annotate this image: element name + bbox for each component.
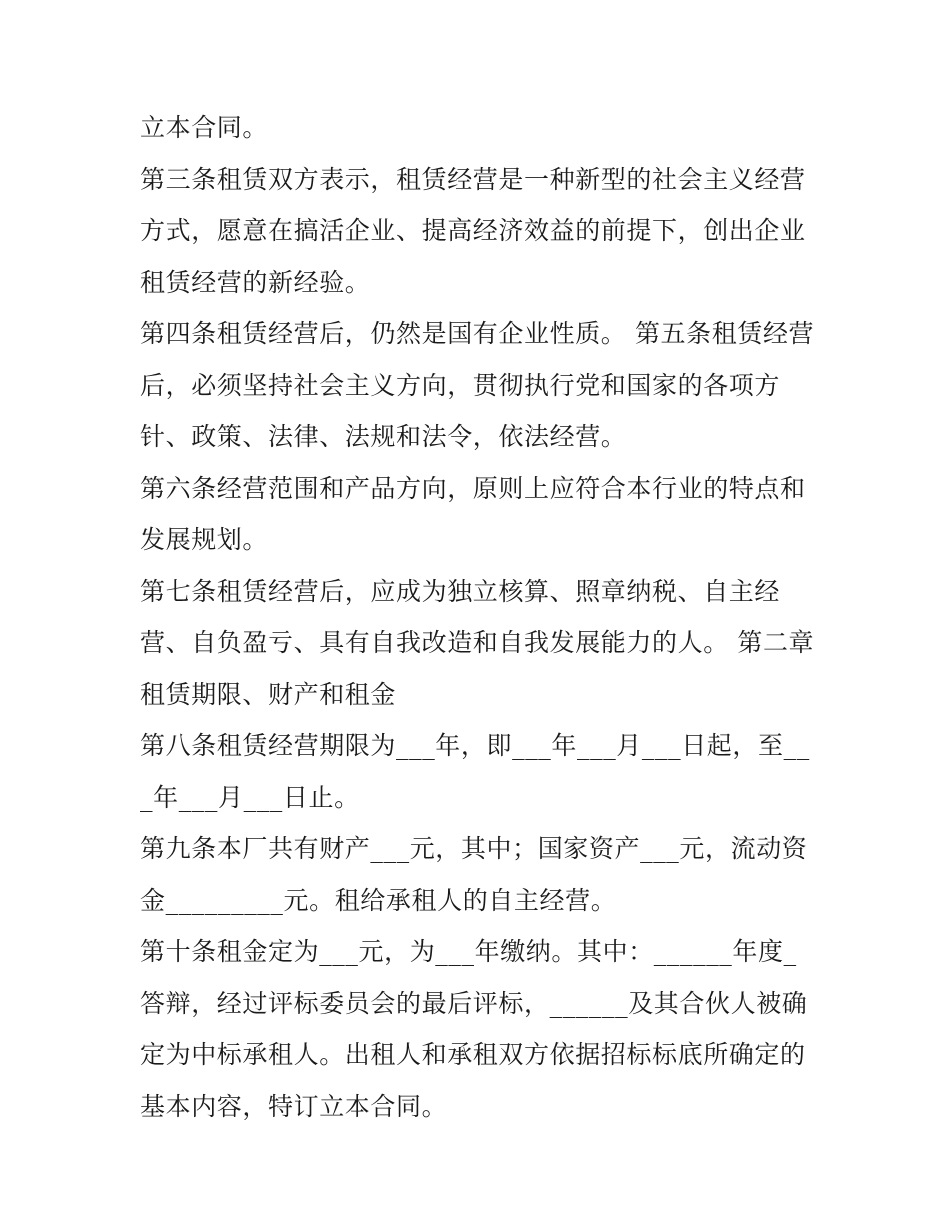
paragraph-article-7: 第七条租赁经营后，应成为独立核算、照章纳税、自主经营、自负盈亏、具有自我改造和自我发展能力的人。 第二章租赁期限、财产和租金 xyxy=(140,576,815,709)
paragraph-article-6: 第六条经营范围和产品方向，原则上应符合本行业的特点和发展规划。 xyxy=(140,473,806,554)
paragraph-article-10: 第十条租金定为___元，为___年缴纳。其中：______年度_答辩，经过评标委员会的最后评标，______及其合伙人被确定为中标承租人。出租人和承租双方依据招标标底所确定的基本内容，特订立本合同。 xyxy=(140,937,808,1121)
paragraph-contract-end: 立本合同。 xyxy=(140,113,269,142)
paragraph-article-8: 第八条租赁经营期限为___年，即___年___月___日起，至___年___月___日止。 xyxy=(140,731,810,812)
paragraph-article-3: 第三条租赁双方表示，租赁经营是一种新型的社会主义经营方式，愿意在搞活企业、提高经济效益的前提下，创出企业租赁经营的新经验。 xyxy=(140,164,806,297)
paragraph-article-4-5: 第四条租赁经营后，仍然是国有企业性质。 第五条租赁经营后，必须坚持社会主义方向，贯彻执行党和国家的各项方针、政策、法律、法规和法令，依法经营。 xyxy=(140,319,815,451)
paragraph-article-9: 第九条本厂共有财产___元，其中；国家资产___元，流动资金_________元。租给承租人的自主经营。 xyxy=(140,834,808,915)
document-body xyxy=(140,102,820,1132)
